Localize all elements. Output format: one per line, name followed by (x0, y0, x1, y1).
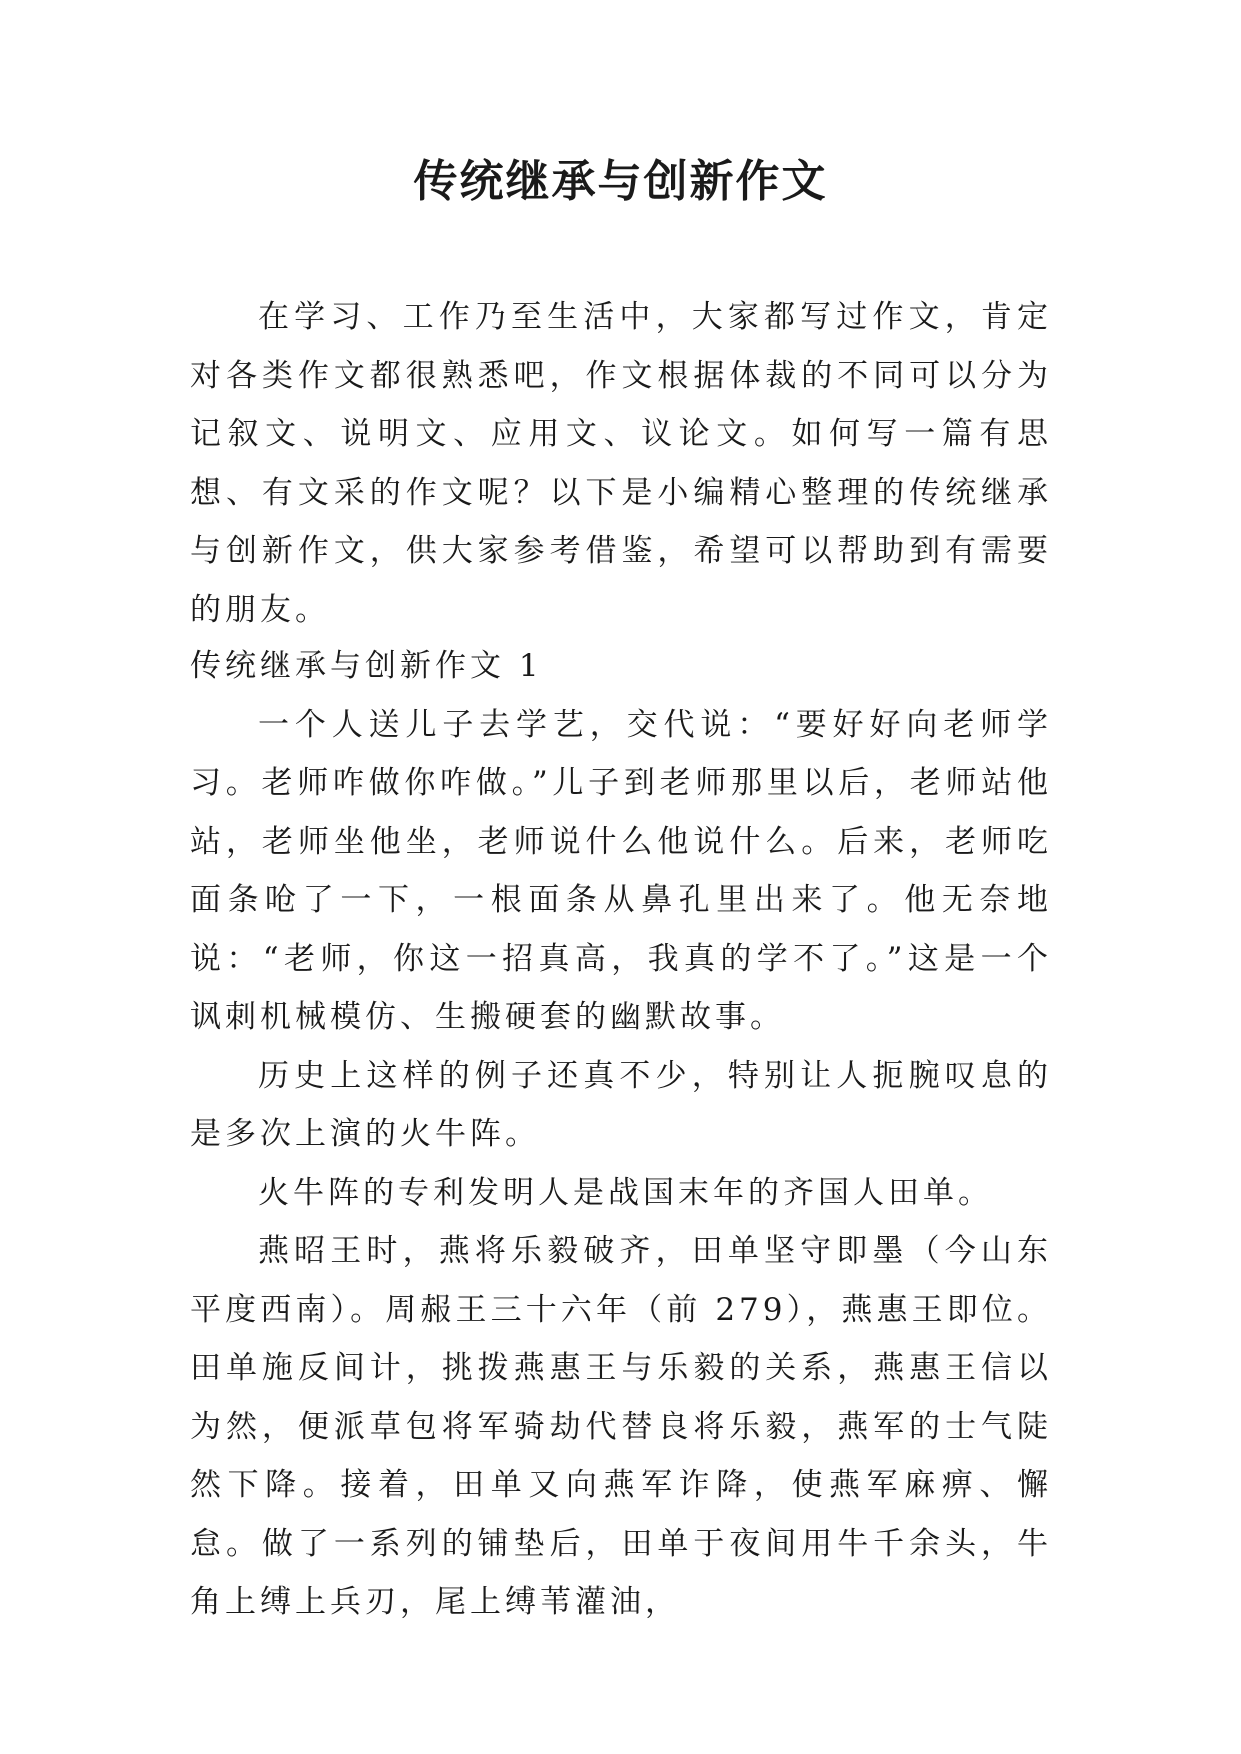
section-heading: 传统继承与创新作文 1 (190, 648, 543, 684)
article-paragraph-1: 一个人送儿子去学艺，交代说：“要好好向老师学习。老师咋做你咋做。”儿子到老师那里以后，老师站他站，老师坐他坐，老师说什么他说什么。后来，老师吃面条呛了一下，一根面条从鼻孔里出来了。他无奈地说：“老师，你这一招真高，我真的学不了。”这是一个讽刺机械模仿、生搬硬套的幽默故事。 (190, 706, 1052, 1035)
article-paragraph-2: 历史上这样的例子还真不少，特别让人扼腕叹息的是多次上演的火牛阵。 (190, 1057, 1052, 1152)
intro-paragraph: 在学习、工作乃至生活中，大家都写过作文，肯定对各类作文都很熟悉吧，作文根据体裁的不同可以分为记叙文、说明文、应用文、议论文。如何写一篇有思想、有文采的作文呢？以下是小编精心整理的传统继承与创新作文，供大家参考借鉴，希望可以帮助到有需要的朋友。 (190, 299, 1052, 628)
article-paragraph-4: 燕昭王时，燕将乐毅破齐，田单坚守即墨（今山东平度西南）。周赧王三十六年（前 279），燕惠王即位。田单施反间计，挑拨燕惠王与乐毅的关系，燕惠王信以为然，便派草包将军骑劫代替良将乐毅，燕军的士气陡然下降。接着，田单又向燕军诈降，使燕军麻痹、懈怠。做了一系列的铺垫后，田单于夜间用牛千余头，牛角上缚上兵刃，尾上缚苇灌油， (190, 1233, 1052, 1620)
article-body (190, 637, 1052, 1632)
article-paragraph-3: 火牛阵的专利发明人是战国末年的齐国人田单。 (258, 1174, 993, 1211)
document-title: 传统继承与创新作文 (413, 156, 828, 207)
